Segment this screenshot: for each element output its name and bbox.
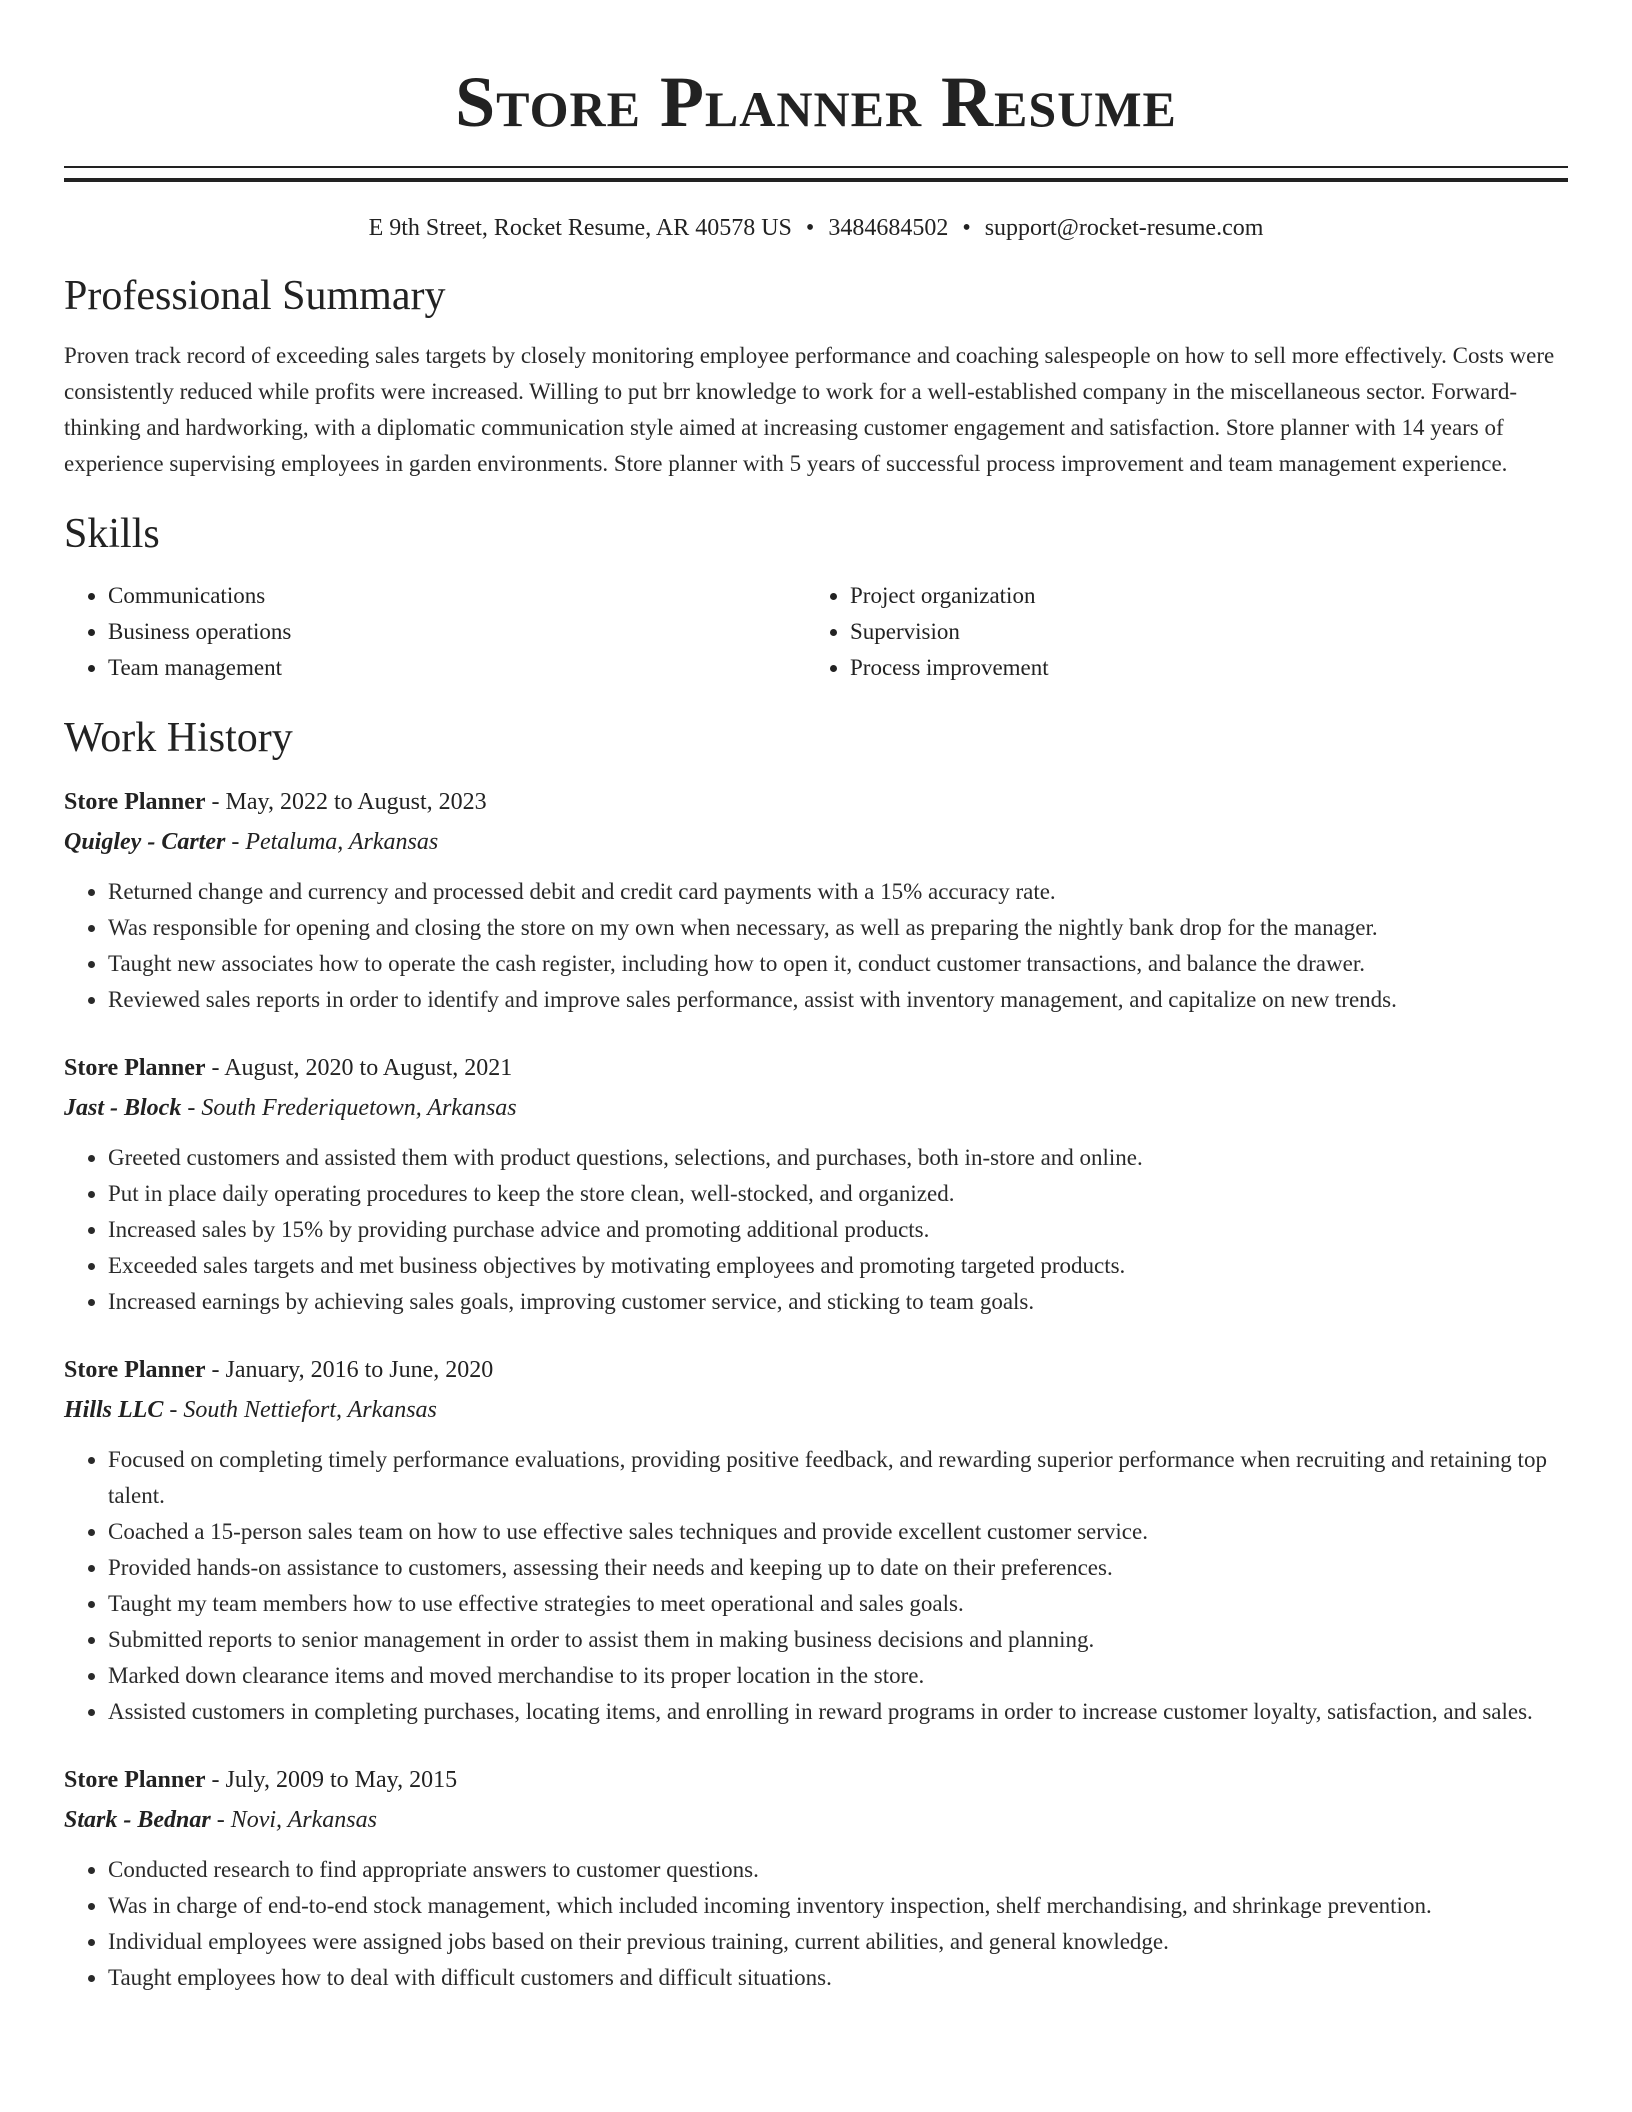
job-bullet: • Taught new associates how to operate the cash register, including how to open it, conduct customer transactions, and balance the drawer. — [108, 946, 1568, 982]
job-bullet: • Was responsible for opening and closing the store on my own when necessary, as well as preparing the nightly bank drop for the manager. — [108, 910, 1568, 946]
job-entry — [64, 782, 1568, 1018]
contact-address: E 9th Street, Rocket Resume, AR 40578 US — [368, 215, 792, 241]
job-bullets — [64, 1442, 1568, 1730]
work-history-heading: Work History — [64, 715, 293, 761]
contact-email: support@rocket-resume.com — [984, 215, 1264, 241]
job-header — [64, 1350, 1568, 1390]
job-title: Store Planner — [64, 1055, 206, 1081]
job-bullet: • Assisted customers in completing purchases, locating items, and enrolling in reward programs in order to increase customer loyalty, satisfaction, and sales. — [108, 1694, 1568, 1730]
job-title: Store Planner — [64, 1357, 206, 1383]
job-bullet: • Coached a 15-person sales team on how to use effective sales techniques and provide excellent customer service. — [108, 1514, 1568, 1550]
resume-title: Store Planner Resume — [455, 62, 1177, 142]
job-bullet: • Increased sales by 15% by providing purchase advice and promoting additional products. — [108, 1212, 1568, 1248]
skill-item: • Team management — [108, 650, 806, 686]
job-bullet: • Greeted customers and assisted them with product questions, selections, and purchases, both in-store and online. — [108, 1140, 1568, 1176]
job-bullet: • Taught employees how to deal with difficult customers and difficult situations. — [108, 1960, 1568, 1996]
company-name: Hills LLC — [64, 1397, 164, 1423]
skill-item: • Project organization — [850, 578, 1548, 614]
job-bullet: • Taught my team members how to use effective strategies to meet operational and sales goals. — [108, 1586, 1568, 1622]
job-dates: - May, 2022 to August, 2023 — [205, 789, 487, 815]
title-divider — [64, 166, 1568, 182]
contact-separator: • — [805, 215, 815, 241]
job-bullets — [64, 874, 1568, 1018]
company-line — [64, 1088, 1568, 1128]
job-bullet: • Put in place daily operating procedures to keep the store clean, well-stocked, and organized. — [108, 1176, 1568, 1212]
job-header — [64, 1760, 1568, 1800]
job-bullet: • Conducted research to find appropriate answers to customer questions. — [108, 1852, 1568, 1888]
job-dates: - January, 2016 to June, 2020 — [205, 1357, 494, 1383]
job-bullets — [64, 1852, 1568, 1996]
skills-list — [64, 578, 1568, 686]
skill-item: • Process improvement — [850, 650, 1548, 686]
company-line — [64, 1390, 1568, 1430]
company-name: Quigley - Carter — [64, 829, 226, 855]
job-entry — [64, 1350, 1568, 1730]
company-name: Stark - Bednar — [64, 1807, 211, 1833]
skill-item: • Communications — [108, 578, 806, 614]
contact-line — [64, 212, 1568, 244]
company-name: Jast - Block — [64, 1095, 182, 1121]
job-header — [64, 782, 1568, 822]
job-title: Store Planner — [64, 789, 206, 815]
skills-heading: Skills — [64, 511, 160, 557]
company-line — [64, 1800, 1568, 1840]
company-location: - South Frederiquetown, Arkansas — [181, 1095, 517, 1121]
job-bullet: • Was in charge of end-to-end stock management, which included incoming inventory inspection, shelf merchandising, and shrinkage prevention. — [108, 1888, 1568, 1924]
skills-column-right — [806, 578, 1548, 686]
job-bullet: • Returned change and currency and processed debit and credit card payments with a 15% accuracy rate. — [108, 874, 1568, 910]
company-line — [64, 822, 1568, 862]
job-bullet: • Submitted reports to senior management in order to assist them in making business decisions and planning. — [108, 1622, 1568, 1658]
skill-item: • Supervision — [850, 614, 1548, 650]
skills-column-left — [64, 578, 806, 686]
company-location: - Novi, Arkansas — [210, 1807, 377, 1833]
company-location: - South Nettiefort, Arkansas — [163, 1397, 437, 1423]
job-dates: - July, 2009 to May, 2015 — [205, 1767, 458, 1793]
job-bullet: • Reviewed sales reports in order to identify and improve sales performance, assist with inventory management, and capitalize on new trends. — [108, 982, 1568, 1018]
contact-separator: • — [962, 215, 971, 241]
summary-heading: Professional Summary — [64, 273, 446, 319]
job-dates: - August, 2020 to August, 2021 — [205, 1055, 513, 1081]
company-location: - Petaluma, Arkansas — [225, 829, 439, 855]
job-bullet: • Exceeded sales targets and met business objectives by motivating employees and promoting targeted products. — [108, 1248, 1568, 1284]
job-title: Store Planner — [64, 1767, 206, 1793]
job-bullet: • Increased earnings by achieving sales goals, improving customer service, and sticking to team goals. — [108, 1284, 1568, 1320]
contact-phone: 3484684502 — [828, 215, 949, 241]
job-bullet: • Focused on completing timely performance evaluations, providing positive feedback, and rewarding superior performance when recruiting and retaining top talent. — [108, 1442, 1568, 1514]
resume-page — [64, 0, 1568, 1996]
summary-text: Proven track record of exceeding sales targets by closely monitoring employee performance and coaching salespeople on how to sell more effectively. Costs were consistently reduced while profits were increased. Willing to put brr knowledge to work for a well-established company in the miscellaneous sector. Forward-thinking and hardworking, with a diplomatic communication style aimed at increasing customer engagement and satisfaction. Store planner with 14 years of experience supervising employees in garden environments. Store planner with 5 years of successful process improvement and team management experience. — [64, 343, 1555, 476]
job-bullet: • Provided hands-on assistance to customers, assessing their needs and keeping up to date on their preferences. — [108, 1550, 1568, 1586]
job-bullets — [64, 1140, 1568, 1320]
job-entry — [64, 1048, 1568, 1320]
job-entry — [64, 1760, 1568, 1996]
job-bullet: • Individual employees were assigned jobs based on their previous training, current abilities, and general knowledge. — [108, 1924, 1568, 1960]
job-bullet: • Marked down clearance items and moved merchandise to its proper location in the store. — [108, 1658, 1568, 1694]
job-header — [64, 1048, 1568, 1088]
skill-item: • Business operations — [108, 614, 806, 650]
